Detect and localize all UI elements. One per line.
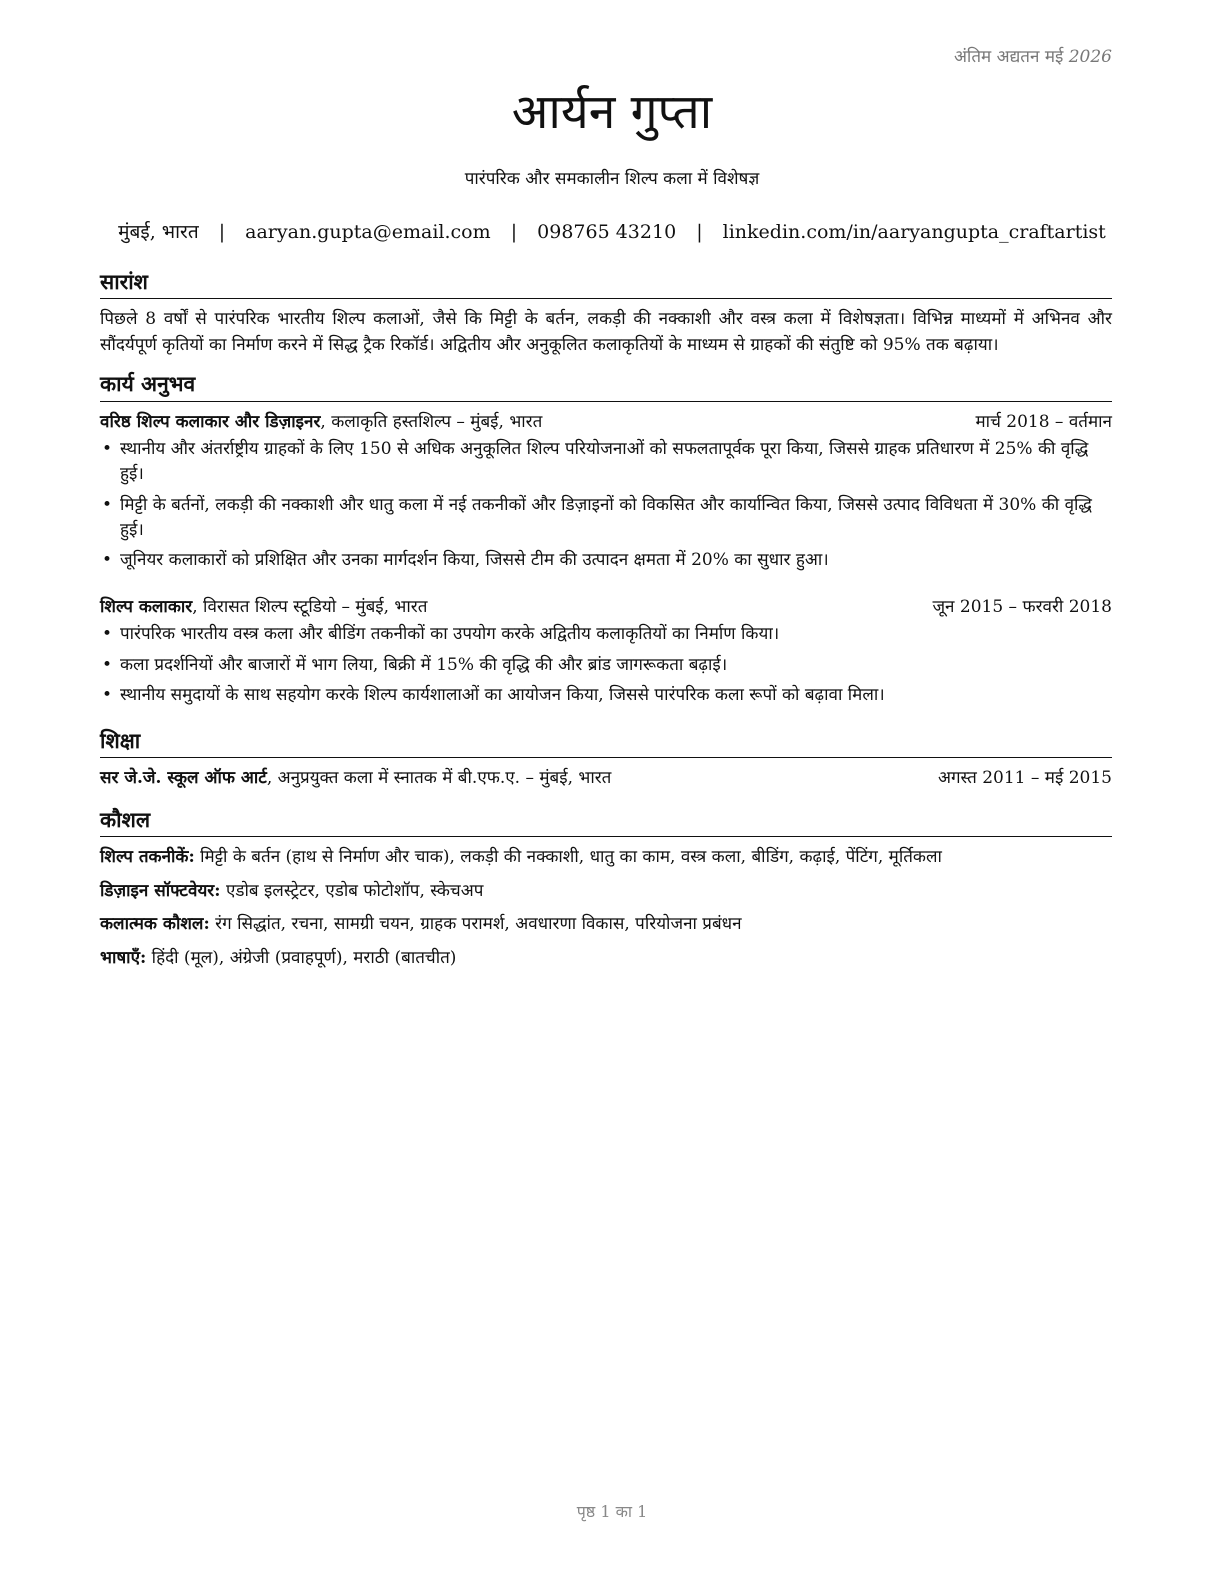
section-spacer xyxy=(100,713,1112,727)
bullet-icon: • xyxy=(102,654,113,675)
summary-text: पिछले 8 वर्षों से पारंपरिक भारतीय शिल्प कलाओं, जैसे कि मिट्टी के बर्तन, लकड़ी की नक्काशी और वस्त्र कला में विशेषज्ञता। विभिन्न माध्यमों में अभिनव और सौंदर्यपूर्ण कृतियों का निर्माण करने में सिद्ध ट्रैक रिकॉर्ड। अद्वितीय और अनुकूलित कलाकृतियों के माध्यम से ग्राहकों की संतुष्टि को 95% तक बढ़ाया। xyxy=(100,309,1112,355)
bullet-text: पारंपरिक भारतीय वस्त्र कला और बीडिंग तकनीकों का उपयोग करके अद्वितीय कलाकृतियों का निर्माण किया। xyxy=(120,624,780,645)
list-item xyxy=(100,683,1112,708)
contact-separator: | xyxy=(510,221,518,243)
job-header xyxy=(100,595,1112,621)
bullet-icon: • xyxy=(102,494,113,515)
list-item xyxy=(100,548,1112,573)
list-item xyxy=(100,622,1112,647)
job-dates: मार्च 2018 – वर्तमान xyxy=(975,411,1112,432)
candidate-name: आर्यन गुप्ता xyxy=(511,84,713,140)
skills-row xyxy=(100,879,1112,905)
contact-linkedin[interactable]: linkedin.com/in/aaryangupta_craftartist xyxy=(722,221,1106,243)
education-section xyxy=(100,727,1112,792)
job-entry xyxy=(100,410,1112,573)
contact-separator: | xyxy=(218,221,226,243)
list-item xyxy=(100,653,1112,678)
skills-row xyxy=(100,912,1112,938)
bullet-text: जूनियर कलाकारों को प्रशिक्षित और उनका मार्गदर्शन किया, जिससे टीम की उत्पादन क्षमता में 20% का सुधार हुआ। xyxy=(120,549,829,570)
job-bullets xyxy=(100,437,1112,573)
bullet-icon: • xyxy=(102,439,113,460)
summary-section xyxy=(100,268,1112,358)
resume-content xyxy=(100,268,1112,979)
bullet-text: स्थानीय और अंतर्राष्ट्रीय ग्राहकों के लिए 150 से अधिक अनुकूलित शिल्प परियोजनाओं को सफलतापूर्वक पूरा किया, जिससे ग्राहक प्रतिधारण में 25% की वृद्धि हुई। xyxy=(120,439,1089,485)
job-role: वरिष्ठ शिल्प कलाकार और डिज़ाइनर xyxy=(100,411,321,432)
bullet-text: कला प्रदर्शनियों और बाजारों में भाग लिया, बिक्री में 15% की वृद्धि की और ब्रांड जागरूकता बढ़ाई। xyxy=(120,654,728,675)
skills-value: मिट्टी के बर्तन (हाथ से निर्माण और चाक), लकड़ी की नक्काशी, धातु का काम, वस्त्र कला, बीडिंग, कढ़ाई, पेंटिंग, मूर्तिकला xyxy=(194,847,942,868)
job-dates: जून 2015 – फरवरी 2018 xyxy=(932,596,1112,617)
bullet-icon: • xyxy=(102,624,113,645)
education-dates: अगस्त 2011 – मई 2015 xyxy=(937,768,1112,789)
skills-value: रंग सिद्धांत, रचना, सामग्री चयन, ग्राहक परामर्श, अवधारणा विकास, परियोजना प्रबंधन xyxy=(209,914,742,935)
education-line xyxy=(100,766,611,792)
tagline: पारंपरिक और समकालीन शिल्प कला में विशेषज्ञ xyxy=(464,169,760,189)
section-title-skills: कौशल xyxy=(100,806,1112,837)
list-item xyxy=(100,493,1112,543)
skills-value: हिंदी (मूल), अंग्रेजी (प्रवाहपूर्ण), मराठी (बातचीत) xyxy=(146,947,457,968)
skills-label: कलात्मक कौशल: xyxy=(100,914,210,935)
skills-row xyxy=(100,946,1112,972)
school-name: सर जे.जे. स्कूल ऑफ आर्ट xyxy=(100,768,267,789)
skills-section xyxy=(100,806,1112,971)
last-updated xyxy=(954,44,1112,67)
skills-label: डिज़ाइन सॉफ्टवेयर: xyxy=(100,880,221,901)
skills-label: भाषाएँ: xyxy=(100,947,147,968)
experience-section xyxy=(100,370,1112,708)
bullet-text: मिट्टी के बर्तनों, लकड़ी की नक्काशी और धातु कला में नई तकनीकों और डिज़ाइनों को विकसित और कार्यान्वित किया, जिससे उत्पाद विविधता में 30% की वृद्धि हुई। xyxy=(120,494,1093,540)
job-title-line xyxy=(100,410,542,436)
job-org: , कलाकृति हस्तशिल्प – मुंबई, भारत xyxy=(320,411,543,432)
contact-separator: | xyxy=(696,221,703,243)
section-title-experience: कार्य अनुभव xyxy=(100,370,1112,401)
job-org: , विरासत शिल्प स्टूडियो – मुंबई, भारत xyxy=(192,596,428,617)
page-number: पृष्ठ 1 का 1 xyxy=(576,1502,648,1521)
section-spacer xyxy=(100,792,1112,806)
degree: , अनुप्रयुक्त कला में स्नातक में बी.एफ.ए. – मुंबई, भारत xyxy=(266,768,612,789)
job-title-line xyxy=(100,595,427,621)
skills-label: शिल्प तकनीकें: xyxy=(100,847,195,868)
education-entry xyxy=(100,766,1112,792)
job-role: शिल्प कलाकार xyxy=(100,596,193,617)
job-bullets xyxy=(100,622,1112,707)
section-title-education: शिक्षा xyxy=(100,727,1112,758)
last-updated-year: 2026 xyxy=(1068,47,1112,67)
skills-value: एडोब इलस्ट्रेटर, एडोब फोटोशॉप, स्केचअप xyxy=(220,880,484,901)
bullet-icon: • xyxy=(102,684,113,705)
bullet-icon: • xyxy=(102,549,113,570)
contact-line xyxy=(0,218,1224,244)
list-item xyxy=(100,437,1112,487)
section-title-summary: सारांश xyxy=(100,268,1112,299)
job-header xyxy=(100,410,1112,436)
job-entry xyxy=(100,595,1112,708)
contact-location: मुंबई, भारत xyxy=(118,221,199,243)
contact-phone: 098765 43210 xyxy=(537,221,677,243)
last-updated-label: अंतिम अद्यतन मई xyxy=(953,47,1069,67)
contact-email[interactable]: aaryan.gupta@email.com xyxy=(245,221,491,243)
bullet-text: स्थानीय समुदायों के साथ सहयोग करके शिल्प कार्यशालाओं का आयोजन किया, जिससे पारंपरिक कला रूपों को बढ़ावा मिला। xyxy=(120,684,885,705)
skills-row xyxy=(100,845,1112,871)
